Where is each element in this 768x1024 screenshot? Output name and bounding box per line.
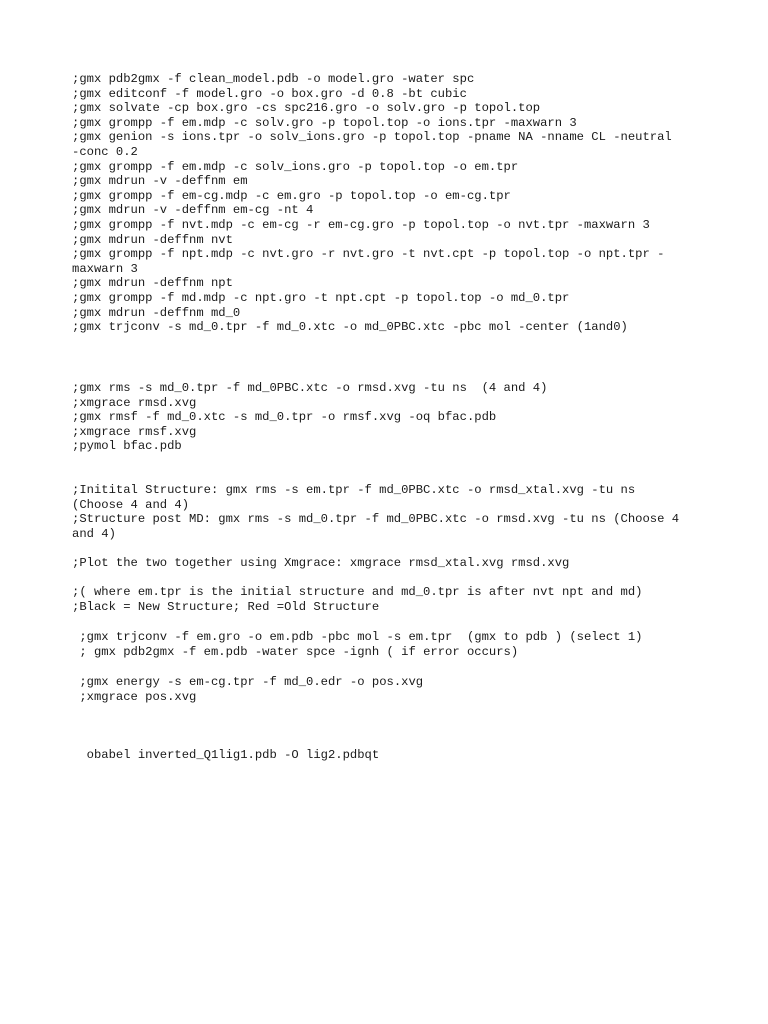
structure-legend-notes: ;( where em.tpr is the initial structure and md_0.tpr is after nvt npt and md) ;Black = New Structure; Red =Old Structure [72,585,643,614]
rmsd-rmsf-analysis-commands: ;gmx rms -s md_0.tpr -f md_0PBC.xtc -o rmsd.xvg -tu ns (4 and 4) ;xmgrace rmsd.xvg ;gmx rmsf -f md_0.xtc -s md_0.tpr -o rmsf.xvg -oq bfac.pdb ;xmgrace rmsf.xvg ;pymol bfac.pdb [72,381,548,454]
energy-commands: ;gmx energy -s em-cg.tpr -f md_0.edr -o pos.xvg ;xmgrace pos.xvg [79,675,424,704]
xmgrace-plot-command: ;Plot the two together using Xmgrace: xmgrace rmsd_xtal.xvg rmsd.xvg [72,556,570,570]
gromacs-setup-commands: ;gmx pdb2gmx -f clean_model.pdb -o model.gro -water spc ;gmx editconf -f model.gro -o box.gro -d 0.8 -bt cubic ;gmx solvate -cp box.gro -cs spc216.gro -o solv.gro -p topol.top ;gmx grompp -f em.mdp -c solv.gro -p topol.top -o ions.tpr -maxwarn 3 ;gmx genion -s ions.tpr -o solv_ions.gro -p topol.top -pname NA -nname CL -neutral -conc 0.2 ;gmx grompp -f em.mdp -c solv_ions.gro -p topol.top -o em.tpr ;gmx mdrun -v -deffnm em ;gmx grompp -f em-cg.mdp -c em.gro -p topol.top -o em-cg.tpr ;gmx mdrun -v -deffnm em-cg -nt 4 ;gmx grompp -f nvt.mdp -c em-cg -r em-cg.gro -p topol.top -o nvt.tpr -maxwarn 3 ;gmx mdrun -deffnm nvt ;gmx grompp -f npt.mdp -c nvt.gro -r nvt.gro -t nvt.cpt -p topol.top -o npt.tpr - maxwarn 3 ;gmx mdrun -deffnm npt ;gmx grompp -f md.mdp -c npt.gro -t npt.cpt -p topol.top -o md_0.tpr ;gmx mdrun -deffnm md_0 ;gmx trjconv -s md_0.tpr -f md_0.xtc -o md_0PBC.xtc -pbc mol -center (1and0) [72,72,672,335]
gro-to-pdb-commands: ;gmx trjconv -f em.gro -o em.pdb -pbc mol -s em.tpr (gmx to pdb ) (select 1) ; gmx pdb2gmx -f em.pdb -water spce -ignh ( if error occurs) [79,630,643,659]
obabel-command: obabel inverted_Q1lig1.pdb -O lig2.pdbqt [72,748,380,762]
structure-comparison-commands: ;Initital Structure: gmx rms -s em.tpr -f md_0PBC.xtc -o rmsd_xtal.xvg -tu ns (Choose 4 and 4) ;Structure post MD: gmx rms -s md_0.tpr -f md_0PBC.xtc -o rmsd.xvg -tu ns (Choose 4 and 4) [72,483,680,541]
